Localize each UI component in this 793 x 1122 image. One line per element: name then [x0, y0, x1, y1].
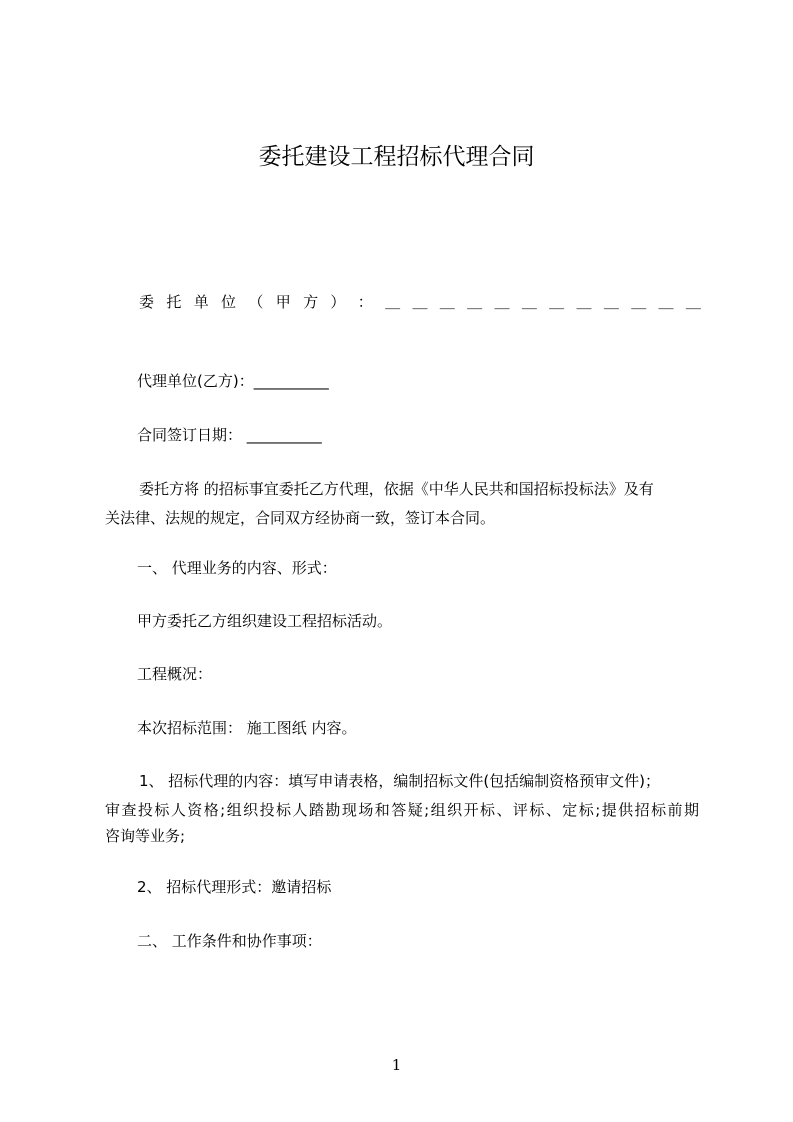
agent-party-field: 代理单位(乙方)：__________: [137, 372, 329, 390]
principal-char: ）: [330, 293, 346, 311]
principal-char: （: [248, 293, 264, 311]
blank-char: ＿: [658, 293, 674, 311]
blank-char: ＿: [603, 293, 619, 311]
principal-char: ：: [357, 293, 373, 311]
list-item-line: 咨询等业务;: [105, 827, 186, 845]
body-paragraph: 工程概况：: [137, 665, 213, 683]
blank-char: ＿: [631, 293, 647, 311]
body-paragraph: 本次招标范围： 施工图纸 内容。: [137, 719, 357, 737]
list-item-line: 1、 招标代理的内容：填写申请表格，编制招标文件(包括编制资格预审文件)；: [139, 772, 661, 790]
blank-char: ＿: [385, 293, 401, 311]
blank-char: ＿: [467, 293, 483, 311]
blank-char: ＿: [549, 293, 565, 311]
page-number: 1: [391, 1056, 402, 1074]
signing-date-field: 合同签订日期： __________: [137, 426, 322, 444]
blank-char: ＿: [439, 293, 455, 311]
principal-char: 位: [221, 293, 237, 311]
principal-party-field: [139, 292, 701, 312]
principal-char: 委: [139, 293, 155, 311]
blank-char: ＿: [521, 293, 537, 311]
principal-char: 托: [166, 293, 182, 311]
body-paragraph: 甲方委托乙方组织建设工程招标活动。: [137, 612, 393, 630]
list-item-line: 审查投标人资格;组织投标人踏勘现场和答疑;组织开标、评标、定标;提供招标前期: [105, 801, 699, 819]
blank-char: ＿: [685, 293, 701, 311]
principal-char: 方: [303, 293, 319, 311]
list-item: 2、 招标代理形式：邀请招标: [137, 878, 332, 896]
blank-char: ＿: [576, 293, 592, 311]
principal-char: 甲: [275, 293, 291, 311]
document-title: 委托建设工程招标代理合同: [258, 144, 535, 170]
intro-paragraph-line: 关法律、法规的规定，合同双方经协商一致，签订本合同。: [105, 509, 496, 527]
intro-paragraph-line: 委托方将 的招标事宜委托乙方代理，依据《中华人民共和国招标投标法》及有: [139, 480, 654, 498]
section-heading: 一、 代理业务的内容、形式：: [137, 559, 337, 577]
principal-char: 单: [193, 293, 209, 311]
section-heading: 二、 工作条件和协作事项：: [137, 932, 322, 950]
blank-char: ＿: [494, 293, 510, 311]
blank-char: ＿: [412, 293, 428, 311]
